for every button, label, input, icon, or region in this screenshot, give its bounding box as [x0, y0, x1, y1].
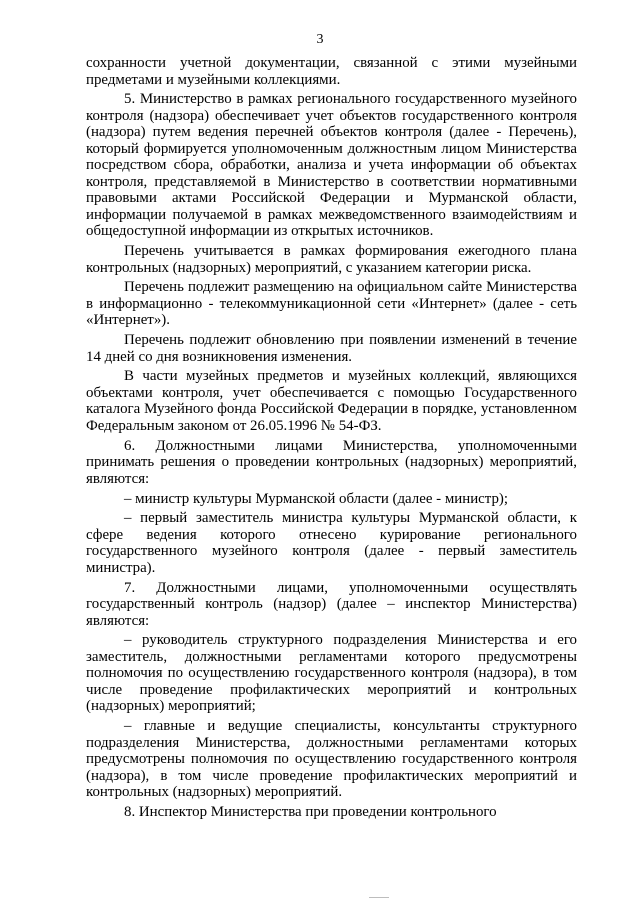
paragraph-item-5: 5. Министерство в рамках регионального государственного музейного контроля (надзора) обеспечивает учет объектов государственного контроля (надзора) путем ведения перечней объектов контроля (далее - Перечень), который формируется уполномоченным должностным лицом Министерства посредством сбора, обработки, анализа и учета информации об объектах контроля, представляемой в Министерство в соответствии нормативными правовыми актами Российской Федерации и Мурманской области, информации получаемой в рамках межведомственного взаимодействиям и общедоступной информации из открытых источников.	[86, 91, 577, 240]
paragraph-item-6: 6. Должностными лицами Министерства, уполномоченными принимать решения о проведении контрольных (надзорных) мероприятий, являются:	[86, 437, 577, 487]
list-item-minister: – министр культуры Мурманской области (далее - министр);	[124, 490, 509, 507]
list-item-head-of-department: – руководитель структурного подразделения Министерства и его заместитель, должностными регламентами которого предусмотрены полномочия по осуществлению государственного контроля (надзора), в том числе проведение профилактических мероприятий и контрольных (надзорных) мероприятий;	[86, 632, 577, 715]
paragraph-museum-catalog: В части музейных предметов и музейных коллекций, являющихся объектами контроля, учет обеспечивается с помощью Государственного каталога Музейного фонда Российской Федерации в порядке, установленном Федеральным законом от 26.05.1996 № 54-ФЗ.	[86, 368, 577, 434]
paragraph-continuation: сохранности учетной документации, связанной с этими музейными предметами и музейными коллекциями.	[86, 55, 577, 88]
paragraph-item-7: 7. Должностными лицами, уполномоченными осуществлять государственный контроль (надзор) (далее – инспектор Министерства) являются:	[86, 579, 577, 629]
document-body	[86, 55, 577, 821]
paragraph-list-publication: Перечень подлежит размещению на официальном сайте Министерства в информационно - телекоммуникационной сети «Интернет» (далее - сеть «Интернет»).	[86, 279, 577, 329]
paragraph-list-update: Перечень подлежит обновлению при появлении изменений в течение 14 дней со дня возникновения изменения.	[86, 332, 577, 365]
paragraph-item-8: 8. Инспектор Министерства при проведении контрольного	[124, 804, 497, 821]
list-item-specialists: – главные и ведущие специалисты, консультанты структурного подразделения Министерства, должностными регламентами которых предусмотрены полномочия по осуществлению государственного контроля (надзора), в том числе проведение профилактических мероприятий и контрольных (надзорных) мероприятий.	[86, 718, 577, 801]
paragraph-list-planning: Перечень учитывается в рамках формирования ежегодного плана контрольных (надзорных) мероприятий, с указанием категории риска.	[86, 243, 577, 276]
list-item-first-deputy: – первый заместитель министра культуры Мурманской области, к сфере ведения которого отнесено курирование регионального государственного музейного контроля (далее - первый заместитель министра).	[86, 510, 577, 576]
scan-artifact-line	[369, 897, 389, 898]
page-number: 3	[316, 32, 324, 47]
